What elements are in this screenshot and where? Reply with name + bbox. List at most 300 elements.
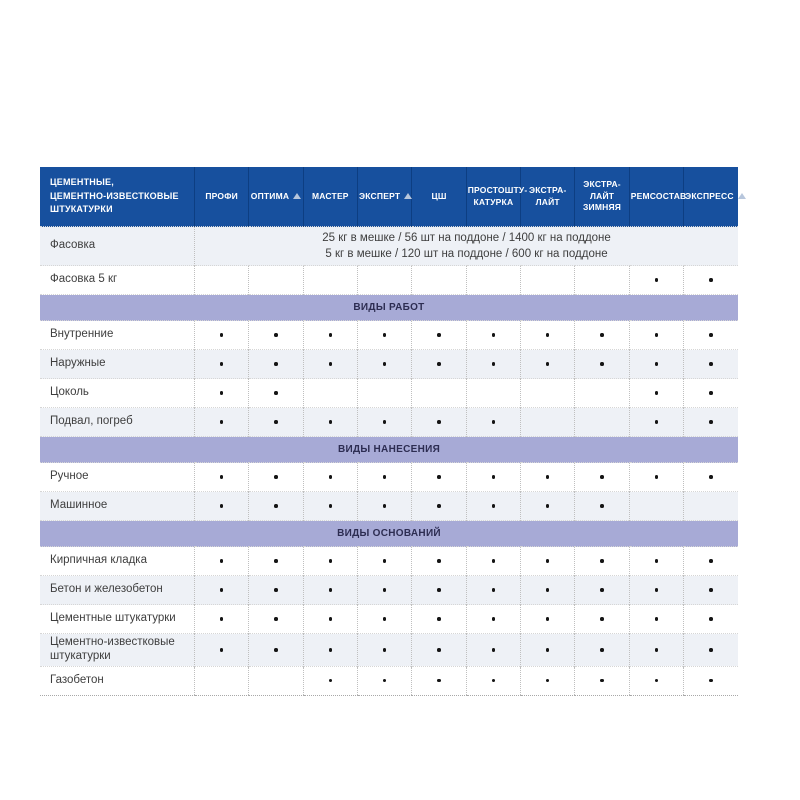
matrix-cell (466, 547, 520, 576)
column-header-text: МАСТЕР (312, 190, 349, 201)
dot-marker (655, 559, 659, 563)
matrix-cell (684, 576, 738, 605)
dot-marker (220, 362, 224, 366)
dot-marker (709, 333, 713, 337)
dot-marker (546, 679, 550, 683)
triangle-badge-icon (738, 193, 746, 199)
dot-marker (492, 617, 496, 621)
matrix-cell (521, 379, 575, 408)
column-header-4 (358, 167, 412, 227)
dot-marker (546, 333, 550, 337)
column-header-line (685, 191, 737, 202)
matrix-cell (303, 266, 357, 295)
row-label-cell: Бетон и железобетон (40, 576, 195, 605)
table-body (40, 227, 738, 696)
dot-marker (709, 679, 713, 683)
dot-marker (329, 475, 333, 479)
column-header-text: ПРОСТОШТУ- (467, 185, 528, 196)
column-header-text: ЛАЙТ (535, 196, 560, 207)
row-label-cell: Цоколь (40, 379, 195, 408)
dot-marker (274, 588, 278, 592)
matrix-cell (466, 321, 520, 350)
matrix-cell (575, 666, 629, 695)
matrix-cell (358, 605, 412, 634)
dot-marker (709, 420, 713, 424)
matrix-cell (195, 576, 249, 605)
dot-marker (709, 475, 713, 479)
packaging-line: 5 кг в мешке / 120 шт на поддоне / 600 кг на поддоне (325, 248, 608, 260)
matrix-cell (684, 547, 738, 576)
matrix-cell (249, 266, 303, 295)
matrix-cell (303, 547, 357, 576)
dot-marker (709, 362, 713, 366)
matrix-cell (249, 576, 303, 605)
dot-marker (274, 333, 278, 337)
matrix-cell (412, 463, 466, 492)
row-label-cell: Кирпичная кладка (40, 547, 195, 576)
matrix-cell (684, 321, 738, 350)
matrix-cell (303, 463, 357, 492)
table-row (40, 521, 738, 547)
matrix-cell (684, 379, 738, 408)
column-header-text: ЗИМНЯЯ (583, 202, 622, 213)
matrix-cell (466, 408, 520, 437)
matrix-cell (303, 350, 357, 379)
dot-marker (329, 333, 333, 337)
dot-marker (655, 617, 659, 621)
section-header-cell: ВИДЫ РАБОТ (40, 295, 738, 321)
dot-marker (329, 420, 333, 424)
dot-marker (274, 617, 278, 621)
matrix-cell (521, 463, 575, 492)
section-header-cell: ВИДЫ НАНЕСЕНИЯ (40, 437, 738, 463)
corner-header-line: ЦЕМЕНТНЫЕ, (50, 176, 114, 187)
table-row (40, 350, 738, 379)
matrix-cell (358, 321, 412, 350)
dot-marker (655, 391, 659, 395)
matrix-cell (521, 321, 575, 350)
matrix-cell (412, 634, 466, 667)
matrix-cell (466, 605, 520, 634)
matrix-cell (466, 576, 520, 605)
dot-marker (492, 588, 496, 592)
dot-marker (600, 679, 604, 683)
table-row (40, 379, 738, 408)
matrix-cell (466, 634, 520, 667)
dot-marker (329, 504, 333, 508)
matrix-cell (575, 266, 629, 295)
column-header-line (196, 191, 247, 202)
matrix-cell (575, 379, 629, 408)
table-row (40, 492, 738, 521)
table-row (40, 605, 738, 634)
matrix-cell (629, 321, 683, 350)
dot-marker (329, 362, 333, 366)
column-header-text: КАТУРКА (473, 196, 514, 207)
table-row (40, 634, 738, 667)
dot-marker (492, 648, 496, 652)
matrix-cell (629, 408, 683, 437)
table-row (40, 408, 738, 437)
column-header-line (467, 185, 528, 196)
column-header-8 (575, 167, 629, 227)
matrix-cell (521, 492, 575, 521)
dot-marker (600, 362, 604, 366)
matrix-cell (629, 350, 683, 379)
dot-marker (274, 420, 278, 424)
dot-marker (492, 504, 496, 508)
dot-marker (600, 475, 604, 479)
matrix-cell (249, 547, 303, 576)
matrix-cell (412, 408, 466, 437)
dot-marker (437, 504, 441, 508)
matrix-cell (466, 379, 520, 408)
matrix-cell (195, 492, 249, 521)
column-header-line (305, 191, 356, 202)
matrix-cell (521, 547, 575, 576)
matrix-cell (249, 321, 303, 350)
matrix-cell (249, 408, 303, 437)
dot-marker (655, 278, 659, 282)
matrix-cell (521, 605, 575, 634)
dot-marker (655, 679, 659, 683)
matrix-cell (629, 547, 683, 576)
matrix-cell (249, 463, 303, 492)
column-header-line (576, 191, 627, 202)
matrix-cell (412, 666, 466, 695)
dot-marker (329, 648, 333, 652)
column-header-line (522, 185, 573, 196)
table-row (40, 666, 738, 695)
matrix-cell (412, 547, 466, 576)
matrix-cell (521, 350, 575, 379)
product-comparison-table (40, 167, 738, 696)
section-header-cell: ВИДЫ ОСНОВАНИЙ (40, 521, 738, 547)
column-header-line (468, 197, 519, 208)
row-label-cell: Цементные штукатурки (40, 605, 195, 634)
matrix-cell (629, 576, 683, 605)
column-header-line (522, 197, 573, 208)
matrix-cell (412, 266, 466, 295)
dot-marker (220, 420, 224, 424)
matrix-cell (195, 379, 249, 408)
dot-marker (220, 648, 224, 652)
dot-marker (709, 278, 713, 282)
dot-marker (492, 420, 496, 424)
row-label-cell: Фасовка 5 кг (40, 266, 195, 295)
dot-marker (383, 475, 387, 479)
matrix-cell (575, 547, 629, 576)
matrix-cell (195, 266, 249, 295)
matrix-cell (249, 379, 303, 408)
dot-marker (437, 648, 441, 652)
column-header-text: РЕМСОСТАВ (630, 190, 687, 201)
dot-marker (329, 559, 333, 563)
matrix-cell (629, 634, 683, 667)
dot-marker (383, 648, 387, 652)
dot-marker (546, 617, 550, 621)
dot-marker (492, 559, 496, 563)
table-row (40, 463, 738, 492)
dot-marker (220, 588, 224, 592)
row-label-cell: Фасовка (40, 227, 195, 266)
dot-marker (655, 362, 659, 366)
matrix-cell (521, 408, 575, 437)
matrix-cell (412, 605, 466, 634)
dot-marker (383, 362, 387, 366)
column-header-line (413, 191, 464, 202)
matrix-cell (575, 321, 629, 350)
dot-marker (546, 588, 550, 592)
corner-header-cell (40, 167, 195, 227)
dot-marker (709, 391, 713, 395)
column-header-1 (195, 167, 249, 227)
table-row (40, 227, 738, 266)
dot-marker (546, 362, 550, 366)
header-row (40, 167, 738, 227)
table-row (40, 295, 738, 321)
dot-marker (600, 648, 604, 652)
row-label-cell: Ручное (40, 463, 195, 492)
dot-marker (655, 588, 659, 592)
dot-marker (709, 617, 713, 621)
matrix-cell (303, 408, 357, 437)
dot-marker (437, 588, 441, 592)
column-header-text: ЭКСТРА- (583, 179, 621, 190)
dot-marker (492, 475, 496, 479)
dot-marker (600, 588, 604, 592)
dot-marker (655, 333, 659, 337)
matrix-cell (521, 666, 575, 695)
matrix-cell (358, 266, 412, 295)
matrix-cell (575, 576, 629, 605)
column-header-3 (303, 167, 357, 227)
column-header-line (576, 202, 627, 213)
matrix-cell (575, 350, 629, 379)
matrix-cell (358, 634, 412, 667)
matrix-cell (303, 321, 357, 350)
column-header-7 (521, 167, 575, 227)
matrix-cell (249, 492, 303, 521)
dot-marker (492, 333, 496, 337)
matrix-cell (358, 350, 412, 379)
matrix-cell (629, 379, 683, 408)
matrix-cell (629, 492, 683, 521)
matrix-cell (358, 547, 412, 576)
dot-marker (329, 679, 333, 683)
matrix-cell (195, 605, 249, 634)
column-header-line (250, 191, 301, 202)
matrix-cell (466, 463, 520, 492)
matrix-cell (195, 666, 249, 695)
dot-marker (655, 420, 659, 424)
table-row (40, 576, 738, 605)
matrix-cell (249, 605, 303, 634)
dot-marker (709, 559, 713, 563)
matrix-cell (303, 666, 357, 695)
corner-header-line: ШТУКАТУРКИ (50, 204, 113, 215)
matrix-cell (358, 492, 412, 521)
dot-marker (274, 559, 278, 563)
dot-marker (600, 333, 604, 337)
column-header-6 (466, 167, 528, 227)
matrix-cell (249, 666, 303, 695)
column-header-text: ПРОФИ (205, 190, 238, 201)
corner-header-line: ЦЕМЕНТНО-ИЗВЕСТКОВЫЕ (50, 190, 179, 201)
matrix-cell (195, 463, 249, 492)
matrix-cell (303, 379, 357, 408)
matrix-cell (303, 634, 357, 667)
triangle-badge-icon (293, 193, 301, 199)
column-header-line (359, 191, 410, 202)
dot-marker (383, 617, 387, 621)
dot-marker (600, 504, 604, 508)
dot-marker (383, 420, 387, 424)
dot-marker (383, 559, 387, 563)
column-header-2 (249, 167, 303, 227)
matrix-cell (303, 605, 357, 634)
matrix-cell (575, 634, 629, 667)
matrix-cell (195, 321, 249, 350)
dot-marker (437, 617, 441, 621)
matrix-cell (521, 634, 575, 667)
matrix-cell (575, 463, 629, 492)
column-header-text: ЭКСТРА- (528, 185, 567, 196)
dot-marker (274, 504, 278, 508)
dot-marker (383, 504, 387, 508)
dot-marker (437, 333, 441, 337)
dot-marker (546, 648, 550, 652)
column-header-10 (684, 167, 738, 227)
matrix-cell (303, 492, 357, 521)
dot-marker (655, 648, 659, 652)
matrix-cell (684, 666, 738, 695)
column-header-9 (629, 167, 687, 227)
matrix-cell (629, 463, 683, 492)
dot-marker (709, 648, 713, 652)
column-header-text: ЭКСПРЕСС (685, 190, 734, 201)
column-header-5 (412, 167, 466, 227)
dot-marker (274, 391, 278, 395)
matrix-cell (684, 492, 738, 521)
table-row (40, 437, 738, 463)
column-header-text: ОПТИМА (250, 190, 290, 201)
column-header-line (630, 190, 687, 202)
dot-marker (329, 617, 333, 621)
matrix-cell (195, 408, 249, 437)
matrix-cell (412, 321, 466, 350)
dot-marker (220, 504, 224, 508)
table-row (40, 321, 738, 350)
dot-marker (274, 362, 278, 366)
matrix-cell (412, 576, 466, 605)
matrix-cell (466, 350, 520, 379)
table-row (40, 547, 738, 576)
matrix-cell (195, 634, 249, 667)
dot-marker (546, 475, 550, 479)
matrix-cell (358, 463, 412, 492)
dot-marker (709, 588, 713, 592)
matrix-cell (466, 266, 520, 295)
packaging-info-cell (195, 227, 739, 266)
matrix-cell (358, 408, 412, 437)
dot-marker (437, 559, 441, 563)
matrix-cell (629, 605, 683, 634)
dot-marker (600, 617, 604, 621)
packaging-line: 25 кг в мешке / 56 шт на поддоне / 1400 кг на поддоне (322, 231, 611, 244)
matrix-cell (358, 379, 412, 408)
matrix-cell (575, 492, 629, 521)
row-label-cell: Цементно-известковые штукатурки (40, 634, 195, 667)
matrix-cell (249, 350, 303, 379)
dot-marker (220, 475, 224, 479)
table-header (40, 167, 738, 227)
matrix-cell (412, 350, 466, 379)
matrix-cell (466, 492, 520, 521)
dot-marker (383, 588, 387, 592)
dot-marker (274, 475, 278, 479)
matrix-cell (412, 492, 466, 521)
dot-marker (383, 679, 387, 683)
matrix-cell (684, 350, 738, 379)
dot-marker (329, 588, 333, 592)
dot-marker (220, 333, 224, 337)
column-header-text: ЦШ (431, 190, 447, 201)
matrix-cell (575, 605, 629, 634)
dot-marker (492, 362, 496, 366)
row-label-cell: Внутренние (40, 321, 195, 350)
matrix-cell (629, 666, 683, 695)
dot-marker (437, 475, 441, 479)
triangle-badge-icon (404, 193, 412, 199)
dot-marker (655, 475, 659, 479)
matrix-cell (412, 379, 466, 408)
matrix-cell (195, 350, 249, 379)
matrix-cell (575, 408, 629, 437)
dot-marker (220, 391, 224, 395)
dot-marker (274, 648, 278, 652)
dot-marker (383, 333, 387, 337)
dot-marker (220, 559, 224, 563)
matrix-cell (684, 463, 738, 492)
matrix-cell (521, 266, 575, 295)
matrix-cell (249, 634, 303, 667)
matrix-cell (684, 408, 738, 437)
matrix-cell (684, 605, 738, 634)
dot-marker (437, 362, 441, 366)
matrix-cell (684, 266, 738, 295)
dot-marker (492, 679, 496, 683)
matrix-cell (358, 666, 412, 695)
table-row (40, 266, 738, 295)
dot-marker (437, 420, 441, 424)
row-label-cell: Газобетон (40, 666, 195, 695)
dot-marker (546, 504, 550, 508)
column-header-text: ЛАЙТ (589, 190, 615, 201)
matrix-cell (358, 576, 412, 605)
dot-marker (437, 679, 441, 683)
matrix-cell (521, 576, 575, 605)
row-label-cell: Подвал, погреб (40, 408, 195, 437)
dot-marker (600, 559, 604, 563)
matrix-cell (629, 266, 683, 295)
matrix-cell (466, 666, 520, 695)
matrix-cell (303, 576, 357, 605)
row-label-cell: Машинное (40, 492, 195, 521)
column-header-text: ЭКСПЕРТ (359, 190, 401, 201)
dot-marker (546, 559, 550, 563)
row-label-cell: Наружные (40, 350, 195, 379)
